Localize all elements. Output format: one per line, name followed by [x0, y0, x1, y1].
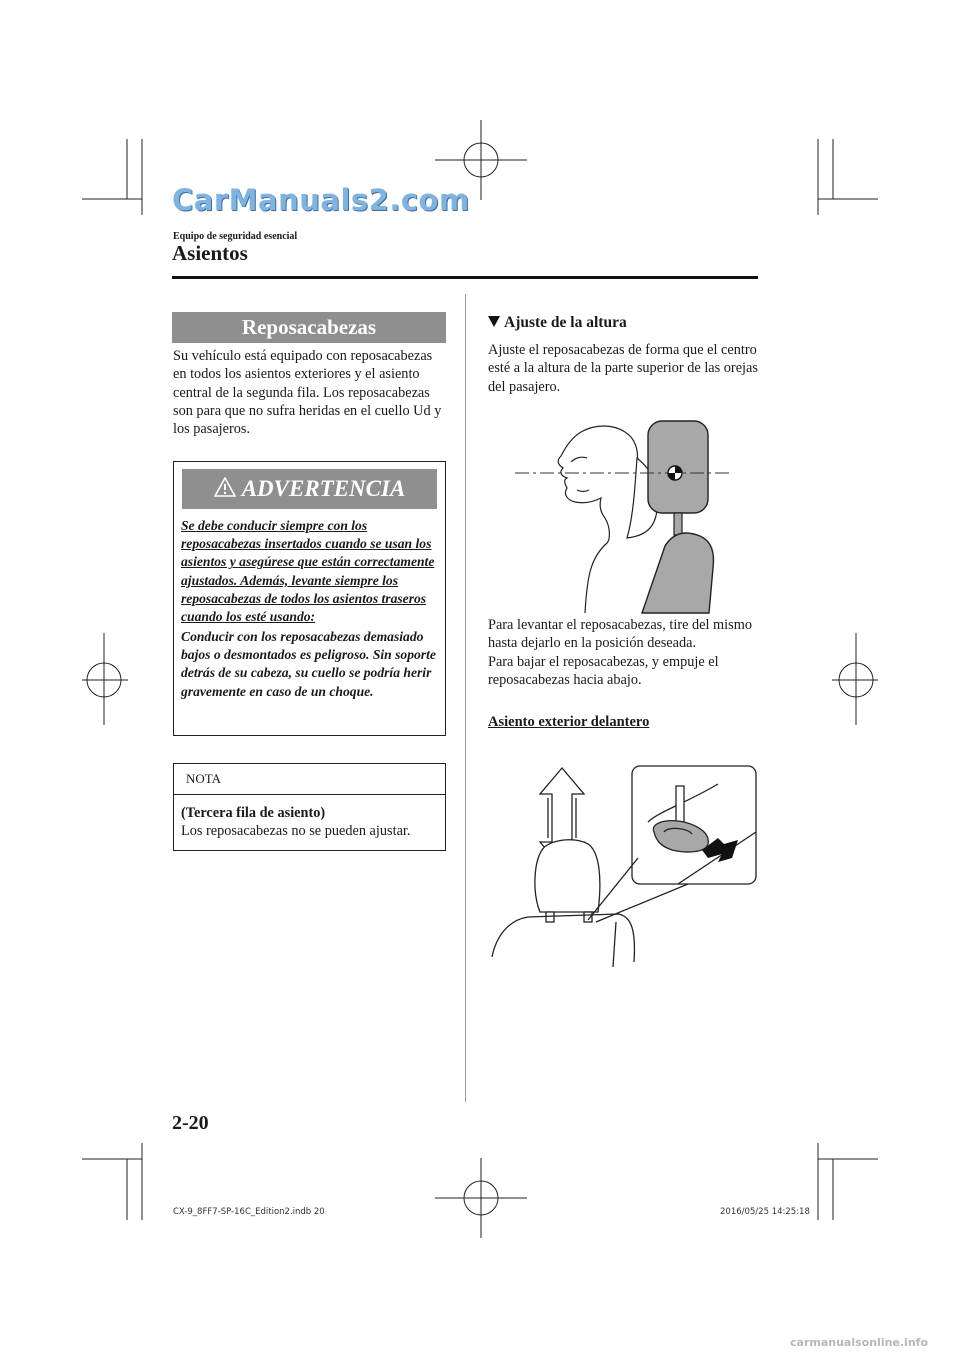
section-heading: Reposacabezas: [172, 312, 446, 343]
footer-site-watermark: carmanualsonline.info: [790, 1336, 928, 1349]
warning-box: [173, 461, 446, 736]
headrest-height-illustration: [515, 418, 735, 613]
section-label: Equipo de seguridad esencial: [173, 231, 298, 242]
note-box: [173, 763, 446, 851]
intro-paragraph: Su vehículo está equipado con reposacabezas en todos los asientos exteriores y el asiento central de la segunda fila. Los reposacabezas son para que no sufra heridas en el cuello Ud y los pasajeros.: [173, 348, 442, 438]
warning-banner: [182, 469, 437, 509]
lower-text: Para bajar el reposacabezas, y empuje el reposacabezas hacia abajo.: [488, 653, 719, 688]
adjust-paragraph: Ajuste el reposacabezas de forma que el centro esté a la altura de la parte superior de las orejas del pasajero.: [488, 342, 758, 395]
front-seat-headrest-illustration: [488, 762, 760, 967]
page-title: Asientos: [172, 241, 248, 265]
raise-lower-paragraph: [488, 616, 758, 689]
subheading: [489, 314, 627, 332]
front-seat-label: Asiento exterior delantero: [488, 714, 650, 730]
note-separator: [174, 794, 445, 795]
note-text: Los reposacabezas no se pueden ajustar.: [181, 823, 411, 839]
warning-underlined-text: Se debe conducir siempre con los reposacabezas insertados cuando se usan los asientos y asegúrese que están correctamente ajustados. Además, levante siempre los reposacabezas de todos los asientos traseros cuando los esté usando:: [181, 518, 435, 625]
page-number: 2-20: [172, 1112, 209, 1134]
subheading-label: Ajuste de la altura: [504, 314, 627, 331]
warning-icon: [214, 477, 236, 497]
watermark-logo: CarManuals2.com: [172, 183, 470, 217]
raise-text: Para levantar el reposacabezas, tire del mismo hasta dejarlo en la posición deseada.: [488, 617, 752, 652]
triangle-down-icon: [488, 316, 500, 327]
footer-file-info: CX-9_8FF7-SP-16C_Edition2.indb 20: [173, 1207, 325, 1217]
note-title: NOTA: [186, 771, 222, 786]
note-subtitle: (Tercera fila de asiento): [181, 805, 326, 821]
footer-date-info: 2016/05/25 14:25:18: [720, 1207, 810, 1217]
header-rule: [172, 276, 758, 279]
warning-body-text: Conducir con los reposacabezas demasiado bajos o desmontados es peligroso. Sin soporte detrás de su cabeza, su cuello se podría herir gravemente en caso de un choque.: [181, 629, 436, 699]
warning-title: ADVERTENCIA: [241, 476, 406, 501]
column-divider: [465, 294, 466, 1102]
